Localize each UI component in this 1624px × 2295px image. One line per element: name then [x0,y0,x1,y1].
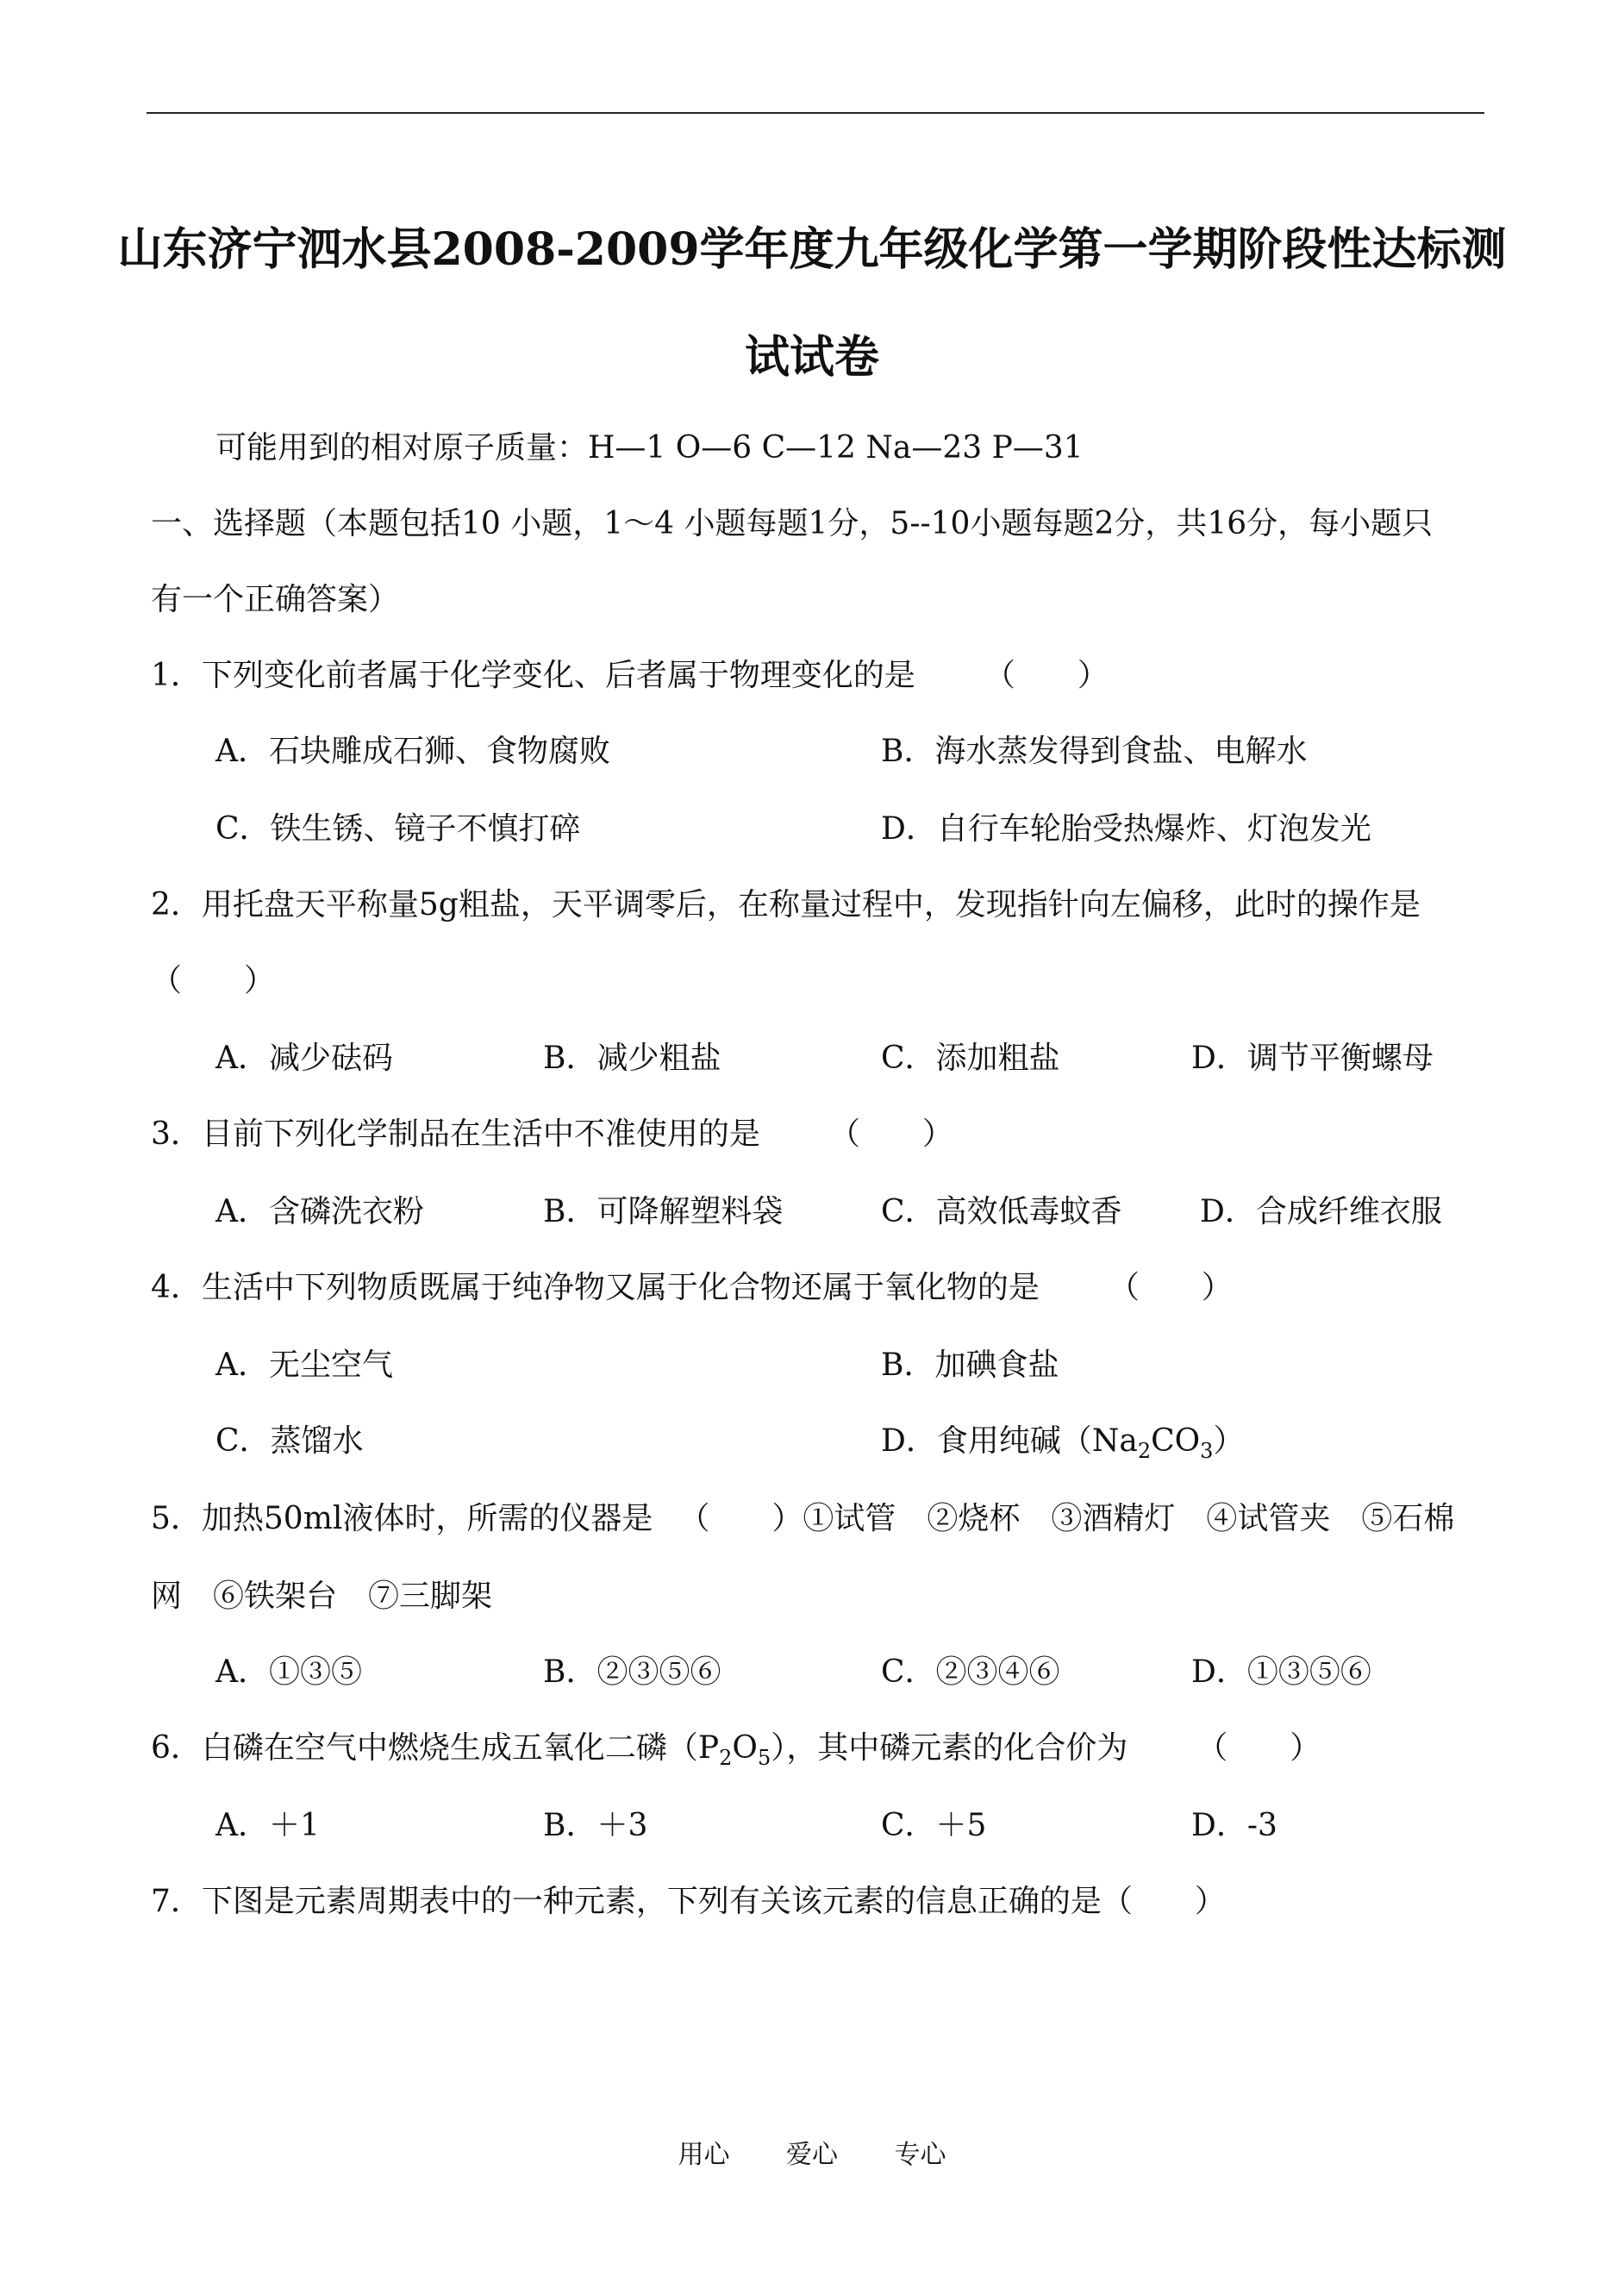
question-1-stem [151,657,1109,695]
question-6-text: O [732,1730,758,1766]
question-3-text: 3．目前下列化学制品在生活中不准使用的是 [151,1116,760,1152]
question-6-option-c: C．＋5 [881,1808,987,1843]
question-4-option-c: C．蒸馏水 [215,1423,364,1459]
question-5-text: 5．加热50ml液体时，所需的仪器是 [151,1501,653,1536]
question-2-option-b: B．减少粗盐 [543,1041,721,1076]
option-text: ） [1213,1423,1245,1459]
question-6-text: 6．白磷在空气中燃烧生成五氧化二磷（P [151,1730,720,1766]
question-7-text: 7．下图是元素周期表中的一种元素，下列有关该元素的信息正确的是 [151,1884,1102,1919]
question-5-stem-line2: 网 ⑥铁架台 ⑦三脚架 [151,1579,493,1614]
answer-blank: （ ） [828,1116,953,1152]
subscript: 2 [1137,1439,1152,1464]
option-text: CO [1151,1423,1201,1459]
section1-heading-line2: 有一个正确答案） [151,582,400,617]
question-3-option-b: B．可降解塑料袋 [543,1194,784,1229]
footer-left: 用心 [678,2140,730,2170]
answer-blank: （ ） [151,963,276,998]
subscript: 5 [757,1746,771,1771]
question-6-option-b: B．＋3 [543,1808,648,1843]
question-4-option-d [881,1423,1245,1464]
question-5-apparatus: ①试管 ②烧杯 ③酒精灯 ④试管夹 ⑤石棉 [803,1501,1455,1536]
question-5-stem-line1 [151,1500,1454,1538]
question-6-option-a: A．＋1 [215,1808,320,1843]
option-text: D．食用纯碱（Na [881,1423,1138,1459]
subscript: 2 [719,1746,733,1771]
question-2-option-a: A．减少砝码 [215,1041,393,1076]
question-5-option-c: C．②③④⑥ [881,1654,1060,1690]
atomic-masses: 可能用到的相对原子质量：H—1 O—6 C—12 Na—23 P—31 [215,430,1084,466]
exam-title-line2: 试试卷 [744,331,879,384]
answer-blank: （ ） [984,658,1109,693]
answer-blank: （ ） [1101,1884,1226,1919]
header-rule [147,112,1484,114]
question-2-stem: 2．用托盘天平称量5g粗盐，天平调零后，在称量过程中，发现指针向左偏移，此时的操作是 [151,887,1421,922]
page-footer [0,2140,1624,2171]
question-5-option-b: B．②③⑤⑥ [543,1654,721,1690]
question-3-option-d: D．合成纤维衣服 [1200,1194,1442,1229]
question-1-option-b: B．海水蒸发得到食盐、电解水 [881,734,1308,769]
question-1-text: 1．下列变化前者属于化学变化、后者属于物理变化的是 [151,658,915,693]
question-7-stem [151,1883,1226,1921]
question-5-option-d: D．①③⑤⑥ [1191,1654,1371,1690]
question-5-option-a: A．①③⑤ [215,1654,362,1690]
question-4-text: 4．生活中下列物质既属于纯净物又属于化合物还属于氧化物的是 [151,1270,1040,1305]
question-3-option-c: C．高效低毒蚊香 [881,1194,1122,1229]
question-3-option-a: A．含磷洗衣粉 [215,1194,424,1229]
section1-heading-line1: 一、选择题（本题包括10 小题，1～4 小题每题1分，5--10小题每题2分，共16分，每小题只 [151,506,1433,541]
question-1-option-c: C．铁生锈、镜子不慎打碎 [215,811,581,847]
exam-title-line1: 山东济宁泗水县2008-2009学年度九年级化学第一学期阶段性达标测 [117,223,1507,276]
answer-blank: （ ） [1108,1270,1233,1305]
answer-blank: （ ） [1196,1730,1321,1766]
question-2-option-d: D．调节平衡螺母 [1191,1041,1433,1076]
question-6-stem [151,1729,1321,1771]
question-6-text: ），其中磷元素的化合价为 [771,1730,1128,1766]
question-3-stem [151,1116,953,1154]
question-4-stem [151,1269,1233,1307]
answer-blank: （ ） [678,1501,803,1536]
footer-middle: 爱心 [786,2140,838,2170]
question-4-option-b: B．加碘食盐 [881,1348,1059,1383]
question-2-option-c: C．添加粗盐 [881,1041,1060,1076]
question-1-option-a: A．石块雕成石狮、食物腐败 [215,734,610,769]
question-1-option-d: D．自行车轮胎受热爆炸、灯泡发光 [881,811,1371,847]
footer-right: 专心 [894,2140,946,2170]
subscript: 3 [1200,1439,1214,1464]
question-6-option-d: D．-3 [1191,1808,1277,1843]
question-4-option-a: A．无尘空气 [215,1348,393,1383]
